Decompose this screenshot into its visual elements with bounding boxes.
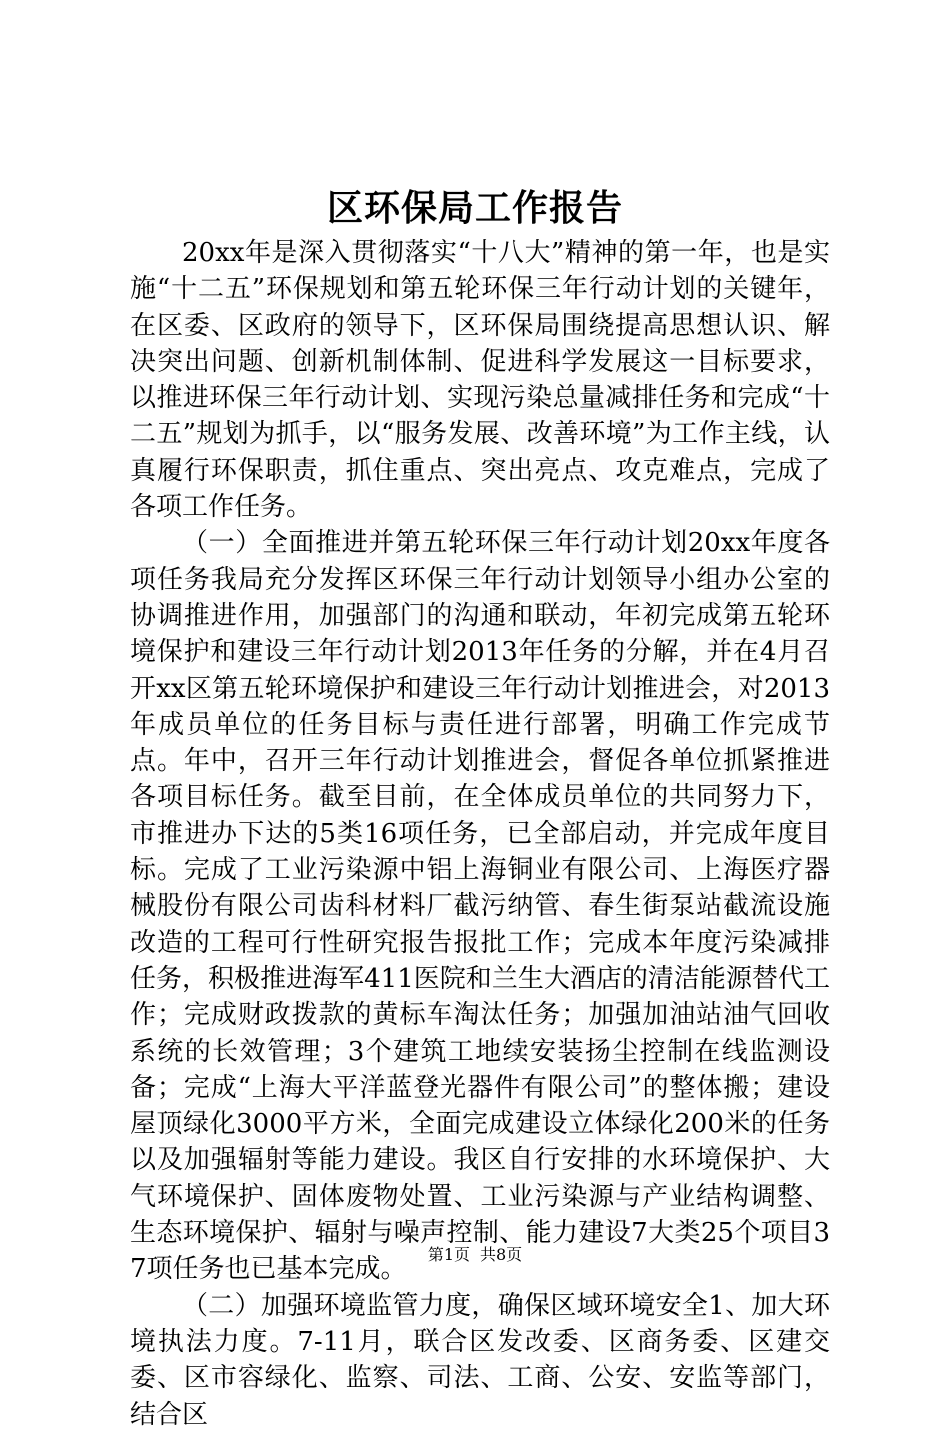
paragraph-section-2: （二）加强环境监管力度，确保区域环境安全1、加大环境执法力度。7-11月，联合区发改委、区商务委、区建交委、区市容绿化、监察、司法、工商、公安、安监等部门，结合区 (130, 1290, 830, 1430)
paragraph-intro: 20xx年是深入贯彻落实“十八大”精神的第一年，也是实施“十二五”环保规划和第五轮环保三年行动计划的关键年，在区委、区政府的领导下，区环保局围绕提高思想认识、解决突出问题、创新机制体制、促进科学发展这一目标要求，以推进环保三年行动计划、实现污染总量减排任务和完成“十二五”规划为抓手，以“服务发展、改善环境”为工作主线，认真履行环保职责，抓住重点、突出亮点、攻克难点，完成了各项工作任务。 (130, 238, 830, 523)
paragraph-section-1: （一）全面推进并第五轮环保三年行动计划20xx年度各项任务我局充分发挥区环保三年行动计划领导小组办公室的协调推进作用，加强部门的沟通和联动，年初完成第五轮环境保护和建设三年行动计划2013年任务的分解，并在4月召开xx区第五轮环境保护和建设三年行动计划推进会，对2013年成员单位的任务目标与责任进行部署，明确工作完成节点。年中，召开三年行动计划推进会，督促各单位抓紧推进各项目标任务。截至目前，在全体成员单位的共同努力下，市推进办下达的5类16项任务，已全部启动，并完成年度目标。完成了工业污染源中铝上海铜业有限公司、上海医疗器械股份有限公司齿科材料厂截污纳管、春生街泵站截流设施改造的工程可行性研究报告报批工作；完成本年度污染减排任务，积极推进海军411医院和兰生大酒店的清洁能源替代工作；完成财政拨款的黄标车淘汰任务；加强加油站油气回收系统的长效管理；3个建筑工地续安装扬尘控制在线监测设备；完成“上海大平洋蓝登光器件有限公司”的整体搬；建设屋顶绿化3000平方米，全面完成建设立体绿化200米的任务以及加强辐射等能力建设。我区自行安排的水环境保护、大气环境保护、固体废物处置、工业污染源与产业结构调整、生态环境保护、辐射与噪声控制、能力建设7大类25个项目37项任务也已基本完成。 (130, 528, 830, 1285)
page-footer (0, 1243, 950, 1267)
page-total: 共8页 (480, 1245, 523, 1264)
page-number: 第1页 (427, 1245, 470, 1264)
document-title: 区环保局工作报告 (326, 187, 623, 229)
